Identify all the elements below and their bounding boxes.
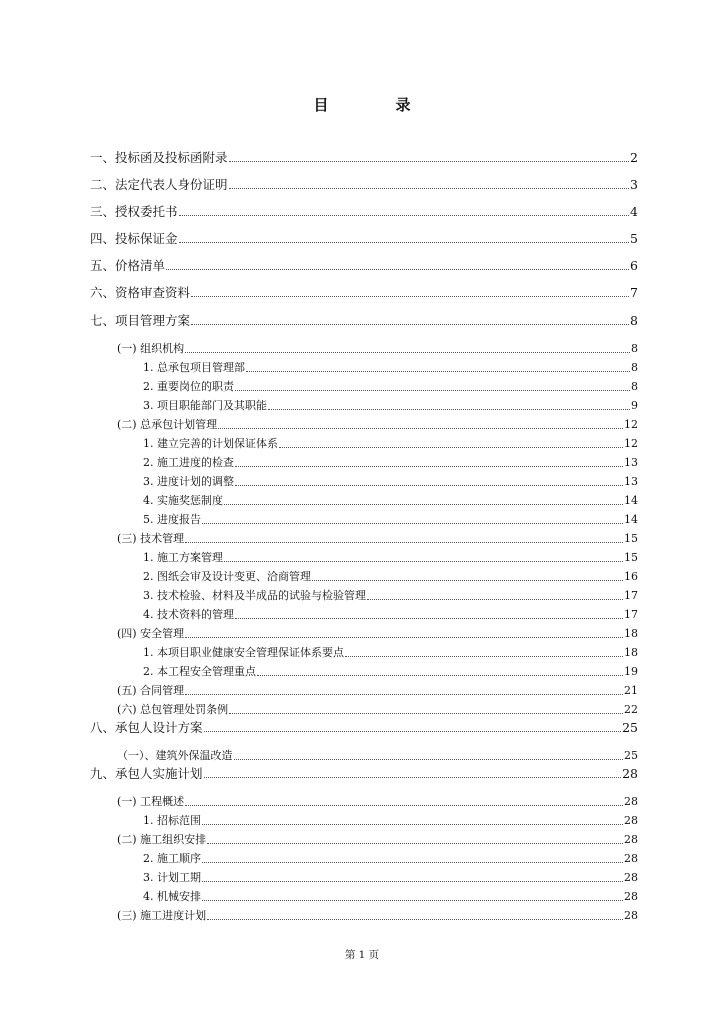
toc-entry-label: 1. 建立完善的计划保证体系 bbox=[143, 437, 278, 450]
toc-entry-page: 9 bbox=[631, 399, 638, 412]
toc-entry-page: 13 bbox=[624, 456, 638, 469]
toc-entry-label: (四) 安全管理 bbox=[117, 627, 185, 640]
dot-leader bbox=[179, 241, 630, 243]
toc-entry-label: (二) 总承包计划管理 bbox=[117, 418, 218, 431]
toc-entry bbox=[117, 417, 638, 433]
toc-entry-label: 4. 技术资料的管理 bbox=[143, 608, 234, 621]
toc-entry-label: (一) 组织机构 bbox=[117, 342, 185, 355]
toc-entry-label: 1. 施工方案管理 bbox=[143, 551, 223, 564]
toc-entry bbox=[143, 851, 638, 867]
toc-entry bbox=[90, 285, 638, 301]
toc-entry-page: 17 bbox=[624, 589, 638, 602]
toc-entry bbox=[143, 664, 638, 680]
toc-entry bbox=[90, 231, 638, 247]
toc-entry bbox=[143, 436, 638, 452]
dot-leader bbox=[191, 323, 629, 325]
toc-entry bbox=[143, 889, 638, 905]
dot-leader bbox=[185, 351, 630, 353]
toc-entry-label: 三、授权委托书 bbox=[90, 204, 178, 219]
toc-entry-page: 28 bbox=[624, 890, 638, 903]
toc-entry-label: 3. 技术检验、材料及半成品的试验与检验管理 bbox=[143, 589, 366, 602]
dot-leader bbox=[229, 187, 630, 189]
dot-leader bbox=[202, 823, 623, 825]
toc-entry-page: 8 bbox=[631, 342, 638, 355]
toc-entry-page: 12 bbox=[624, 418, 638, 431]
toc-entry-label: 5. 进度报告 bbox=[143, 513, 201, 526]
toc-entry bbox=[143, 474, 638, 490]
toc-entry bbox=[143, 870, 638, 886]
dot-leader bbox=[345, 655, 623, 657]
toc-entry-page: 28 bbox=[624, 814, 638, 827]
toc-entry-label: 2. 图纸会审及设计变更、洽商管理 bbox=[143, 570, 311, 583]
toc-entry bbox=[117, 341, 638, 357]
toc-entry bbox=[143, 550, 638, 566]
toc-entry bbox=[143, 455, 638, 471]
toc-entry-page: 18 bbox=[624, 627, 638, 640]
toc-entry-page: 8 bbox=[631, 380, 638, 393]
toc-entry bbox=[90, 258, 638, 274]
toc-entry-page: 4 bbox=[630, 204, 638, 219]
toc-entry-page: 15 bbox=[624, 532, 638, 545]
toc-entry-label: (五) 合同管理 bbox=[117, 684, 185, 697]
toc-entry-page: 6 bbox=[630, 258, 638, 273]
toc-entry-page: 25 bbox=[624, 749, 638, 762]
toc-entry-page: 28 bbox=[624, 795, 638, 808]
dot-leader bbox=[207, 918, 623, 920]
toc-entry-label: (一) 工程概述 bbox=[117, 795, 185, 808]
toc-entry-page: 14 bbox=[624, 513, 638, 526]
dot-leader bbox=[185, 693, 623, 695]
dot-leader bbox=[224, 560, 623, 562]
toc-entry-page: 8 bbox=[631, 361, 638, 374]
toc-entry-label: （一）、建筑外保温改造 bbox=[117, 749, 233, 762]
toc-entry-label: 五、价格清单 bbox=[90, 258, 166, 273]
toc-entry-label: 3. 计划工期 bbox=[143, 871, 201, 884]
toc-entry bbox=[143, 360, 638, 376]
toc-entry-page: 15 bbox=[624, 551, 638, 564]
toc-entry-label: 九、承包人实施计划 bbox=[90, 766, 203, 781]
toc-entry bbox=[117, 908, 638, 924]
toc-entry-page: 19 bbox=[624, 665, 638, 678]
toc-entry-page: 28 bbox=[624, 833, 638, 846]
dot-leader bbox=[185, 541, 623, 543]
dot-leader bbox=[235, 617, 623, 619]
dot-leader bbox=[312, 579, 623, 581]
dot-leader bbox=[234, 758, 624, 760]
toc-entry-label: 八、承包人设计方案 bbox=[90, 720, 203, 735]
toc-entry bbox=[143, 493, 638, 509]
toc-entry bbox=[117, 748, 638, 764]
dot-leader bbox=[224, 503, 623, 505]
toc-entry-page: 7 bbox=[630, 285, 638, 300]
toc-entry-label: (三) 施工进度计划 bbox=[117, 909, 207, 922]
toc-entry bbox=[90, 720, 638, 736]
dot-leader bbox=[207, 842, 623, 844]
toc-entry bbox=[117, 832, 638, 848]
toc-entry-page: 25 bbox=[622, 720, 638, 735]
dot-leader bbox=[185, 804, 623, 806]
toc-entry-page: 21 bbox=[624, 684, 638, 697]
toc-entry bbox=[90, 766, 638, 782]
toc-entry-label: 二、法定代表人身份证明 bbox=[90, 177, 228, 192]
dot-leader bbox=[166, 268, 629, 270]
toc-entry-page: 13 bbox=[624, 475, 638, 488]
toc-entry-label: (六) 总包管理处罚条例 bbox=[117, 703, 229, 716]
dot-leader bbox=[235, 389, 630, 391]
toc-entry bbox=[117, 683, 638, 699]
toc-entry-page: 14 bbox=[624, 494, 638, 507]
dot-leader bbox=[246, 370, 630, 372]
toc-entry-label: 3. 项目职能部门及其职能 bbox=[143, 399, 267, 412]
toc-entry bbox=[143, 379, 638, 395]
dot-leader bbox=[202, 880, 623, 882]
dot-leader bbox=[235, 484, 623, 486]
toc-entry-label: 2. 本工程安全管理重点 bbox=[143, 665, 256, 678]
toc-entry bbox=[117, 531, 638, 547]
toc-entry bbox=[143, 813, 638, 829]
toc-entry bbox=[143, 645, 638, 661]
toc-entry-page: 28 bbox=[624, 909, 638, 922]
dot-leader bbox=[204, 776, 622, 778]
dot-leader bbox=[218, 427, 623, 429]
toc-entry-label: 4. 实施奖惩制度 bbox=[143, 494, 223, 507]
toc-entry bbox=[143, 512, 638, 528]
dot-leader bbox=[229, 160, 630, 162]
dot-leader bbox=[204, 730, 622, 732]
toc-entry bbox=[90, 313, 638, 329]
dot-leader bbox=[279, 446, 623, 448]
toc-entry-label: 一、投标函及投标函附录 bbox=[90, 150, 228, 165]
dot-leader bbox=[235, 465, 623, 467]
toc-entry bbox=[90, 177, 638, 193]
toc-entry-page: 28 bbox=[622, 766, 638, 781]
toc-entry-page: 28 bbox=[624, 852, 638, 865]
dot-leader bbox=[367, 598, 623, 600]
toc-entry-label: (三) 技术管理 bbox=[117, 532, 185, 545]
toc-entry-page: 12 bbox=[624, 437, 638, 450]
toc-entry bbox=[90, 150, 638, 166]
toc-entry-page: 22 bbox=[624, 703, 638, 716]
dot-leader bbox=[202, 522, 623, 524]
toc-entry bbox=[143, 607, 638, 623]
toc-entry-label: 六、资格审查资料 bbox=[90, 285, 191, 300]
toc-entry bbox=[117, 626, 638, 642]
toc-entry-label: (二) 施工组织安排 bbox=[117, 833, 207, 846]
toc-entry-page: 18 bbox=[624, 646, 638, 659]
toc-title: 目 录 bbox=[313, 96, 437, 114]
toc-entry-page: 8 bbox=[630, 313, 638, 328]
toc-entry bbox=[117, 702, 638, 718]
dot-leader bbox=[179, 214, 630, 216]
toc-entry-label: 七、项目管理方案 bbox=[90, 313, 191, 328]
toc-entry bbox=[143, 398, 638, 414]
toc-entry-label: 4. 机械安排 bbox=[143, 890, 201, 903]
toc-entry-page: 2 bbox=[630, 150, 638, 165]
dot-leader bbox=[202, 861, 623, 863]
toc-entry-label: 2. 施工进度的检查 bbox=[143, 456, 234, 469]
toc-entry-label: 四、投标保证金 bbox=[90, 231, 178, 246]
toc-entry bbox=[117, 794, 638, 810]
toc-entry-page: 16 bbox=[624, 570, 638, 583]
toc-entry-label: 1. 招标范围 bbox=[143, 814, 201, 827]
dot-leader bbox=[257, 674, 623, 676]
toc-entry-label: 3. 进度计划的调整 bbox=[143, 475, 234, 488]
toc-entry-page: 17 bbox=[624, 608, 638, 621]
toc-entry-page: 5 bbox=[630, 231, 638, 246]
toc-entry bbox=[143, 569, 638, 585]
dot-leader bbox=[229, 712, 623, 714]
toc-entry-label: 1. 本项目职业健康安全管理保证体系要点 bbox=[143, 646, 344, 659]
page-footer: 第 1 页 bbox=[344, 949, 380, 961]
toc-entry-label: 2. 重要岗位的职责 bbox=[143, 380, 234, 393]
dot-leader bbox=[202, 899, 623, 901]
toc-entry bbox=[143, 588, 638, 604]
dot-leader bbox=[185, 636, 623, 638]
dot-leader bbox=[268, 408, 630, 410]
dot-leader bbox=[191, 295, 629, 297]
toc-entry-label: 1. 总承包项目管理部 bbox=[143, 361, 245, 374]
toc-entry bbox=[90, 204, 638, 220]
toc-entry-label: 2. 施工顺序 bbox=[143, 852, 201, 865]
toc-entry-page: 3 bbox=[630, 177, 638, 192]
toc-entry-page: 28 bbox=[624, 871, 638, 884]
